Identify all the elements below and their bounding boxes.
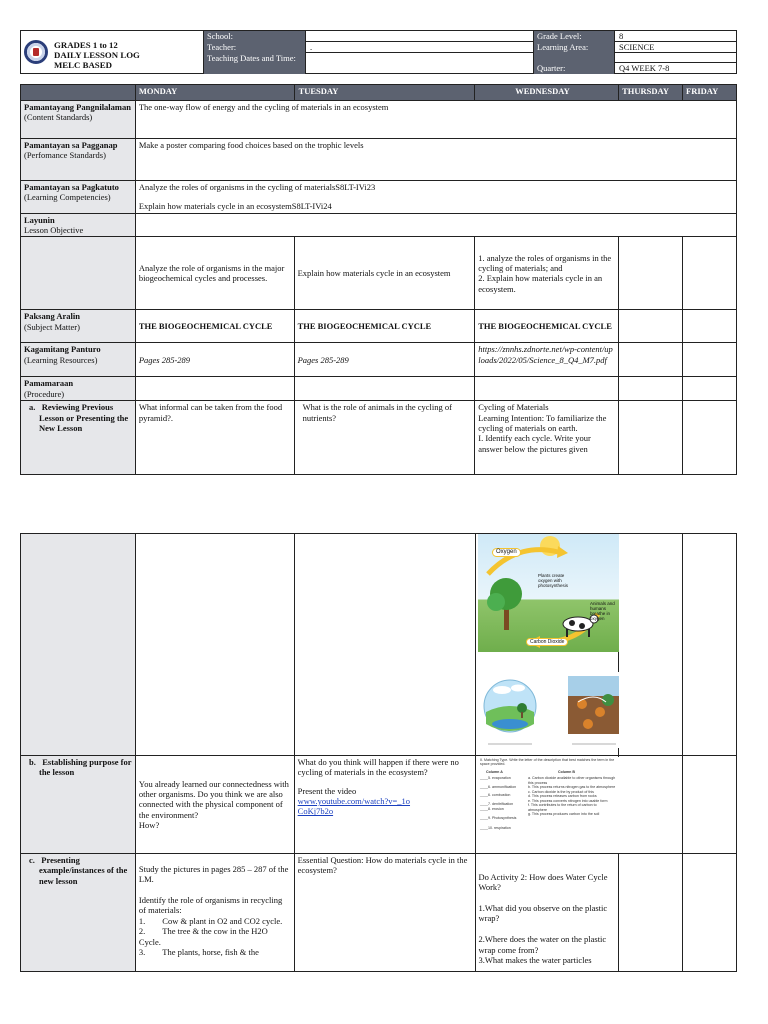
column-b-item: a. Carbon dioxide available to other organisms through this process [528, 776, 616, 785]
school-value [305, 31, 534, 42]
reviewing-monday: What informal can be taken from the food pyramid?. [135, 401, 294, 475]
teacher-label: Teacher: [204, 42, 305, 53]
procedure-blank [619, 377, 683, 401]
objective-label-blank [21, 237, 136, 310]
row-label-bold: Paksang Aralin [24, 311, 80, 322]
day-tuesday: TUESDAY [294, 85, 475, 101]
weekday-header-row [21, 85, 737, 101]
presenting-cell-blank [619, 854, 683, 972]
content-standards-text: The one-way flow of energy and the cycling of materials in an ecosystem [135, 101, 736, 139]
presenting-row [21, 854, 737, 972]
header-title [54, 40, 140, 70]
grade-level-label: Grade Level: [534, 31, 614, 42]
oxygen-cycle-illustration [478, 534, 619, 652]
resources-tuesday: Pages 285-289 [294, 343, 475, 377]
lesson-log-table-bottom [20, 533, 737, 972]
subject-tuesday: THE BIOGEOCHEMICAL CYCLE [294, 310, 475, 343]
learning-area-label: Learning Area: [534, 42, 614, 53]
column-a-item: ____10. respiration [480, 826, 511, 831]
header-title-line: DAILY LESSON LOG [54, 50, 140, 61]
subject-monday: THE BIOGEOCHEMICAL CYCLE [135, 310, 294, 343]
day-wednesday: WEDNESDAY [475, 85, 619, 101]
row-label-bold: Pamamaraan [24, 378, 74, 389]
reviewing-cell-blank [619, 401, 683, 475]
learning-resources-label [21, 343, 136, 377]
objective-cell-blank [619, 237, 683, 310]
column-a-item: ____6. ammonification [480, 784, 517, 789]
header-info-middle [204, 30, 534, 74]
continued-cell-blank [619, 534, 683, 756]
subject-friday [683, 310, 737, 343]
reviewing-label: a. Reviewing Previous Lesson or Presenting the New Lesson [21, 401, 136, 475]
teacher-value: . [305, 42, 534, 53]
day-friday: FRIDAY [683, 85, 737, 101]
establishing-friday [683, 756, 737, 854]
learning-area-value: SCIENCE [614, 42, 737, 53]
reviewing-row [21, 401, 737, 475]
learning-competencies-text [135, 181, 736, 214]
row-label-sub: Lesson Objective [24, 225, 84, 236]
performance-standards-text: Make a poster comparing food choices based on the trophic levels [135, 139, 736, 181]
objective-friday [683, 237, 737, 310]
column-b-item: b. This process returns nitrogen gas to the atmosphere [528, 785, 616, 790]
performance-standards-label [21, 139, 136, 181]
plants-note: Plants create oxygen with photosynthesis [538, 573, 569, 588]
row-label-sub: (Subject Matter) [24, 321, 80, 332]
carbon-cycle-illustration [568, 672, 619, 748]
deped-seal-icon [24, 40, 48, 64]
presenting-friday [683, 854, 737, 972]
row-label-sub: (Learning Competencies) [24, 192, 111, 203]
performance-standards-row [21, 139, 737, 181]
row-label-bold: Kagamitang Panturo [24, 344, 101, 355]
reviewing-friday [683, 401, 737, 475]
establishing-monday: You already learned our connectedness with other organisms. Do you think we are also connected with the physical component of the environment? How? [135, 756, 294, 854]
procedure-blank [135, 377, 294, 401]
reviewing-tuesday: What is the role of animals in the cycling of nutrients? [294, 401, 475, 475]
column-b-item: g. This process produces carbon into the soil [528, 812, 600, 817]
procedure-row [21, 377, 737, 401]
animals-note: Animals and humans breathe in oxygen [590, 601, 615, 621]
establishing-row [21, 756, 737, 854]
resources-thursday: https://znnhs.zdnorte.net/wp-content/uploads/2022/05/Science_8_Q4_M7.pdf [475, 343, 619, 377]
oxygen-label: Oxygen [492, 548, 521, 557]
objective-header-row [21, 213, 737, 237]
objective-header-blank [135, 213, 736, 237]
objective-row [21, 237, 737, 310]
subject-thursday: THE BIOGEOCHEMICAL CYCLE [475, 310, 619, 343]
establishing-tuesday [294, 756, 475, 854]
matching-column-b [528, 770, 616, 831]
water-cycle-icon [482, 672, 540, 748]
competency-line: Analyze the roles of organisms in the cycling of materialsS8LT-IVi23 [138, 182, 376, 192]
objective-tuesday: Explain how materials cycle in an ecosystem [294, 237, 475, 310]
row-label-bold: Pamantayan sa Pagganap [24, 140, 118, 150]
row-label-bold: Pamantayan sa Pagkatuto [24, 182, 119, 192]
matching-column-a [480, 770, 528, 831]
column-a-item: ____7. denitrification [480, 801, 514, 806]
column-a-item: ____6. combustion [480, 793, 511, 798]
column-a-item: ____5. evaporation [480, 776, 511, 781]
video-link[interactable]: www.youtube.com/watch?v=_1oCoKj7b2o [297, 796, 411, 817]
content-standards-row [21, 101, 737, 139]
dates-label: Teaching Dates and Time: [204, 53, 305, 74]
grade-level-value: 8 [614, 31, 737, 42]
learning-competencies-label [21, 181, 136, 214]
procedure-blank [475, 377, 619, 401]
quarter-label: Quarter: [534, 63, 614, 74]
column-a-heading: Column A [486, 769, 503, 774]
column-b-item: d. This process releases carbon from rocks [528, 794, 597, 799]
column-a-item: ____8. erosion [480, 807, 504, 812]
header-title-line: GRADES 1 to 12 [54, 40, 118, 50]
column-b-item: f. This contributes to the return of carbon to atmosphere [528, 803, 597, 812]
column-b-heading: Column B [558, 769, 575, 774]
quarter-value: Q4 WEEK 7-8 [614, 63, 737, 74]
objective-label [21, 213, 136, 237]
column-a-item: ____9. Photosynthesis [480, 815, 517, 820]
presenting-thursday: Do Activity 2: How does Water Cycle Work? 1.What did you observe on the plastic wrap? 2.Where does the water on the plastic wrap come from? 3.What makes the water particles [475, 854, 619, 972]
row-label-sub: (Content Standards) [24, 112, 93, 123]
matching-title: II. Matching Type. Write the letter of the description that best matches the term in the space provided. [480, 758, 615, 767]
establishing-label: b. Establishing purpose for the lesson [21, 756, 136, 854]
reviewing-thursday: Cycling of Materials Learning Intention: To familiarize the cycling of materials on earth. I. Identify each cycle. Write your answer below the pictures given [475, 401, 619, 475]
procedure-blank [683, 377, 737, 401]
present-video-text: Present the video [297, 785, 357, 796]
continued-tuesday-blank [294, 534, 475, 756]
learning-resources-row [21, 343, 737, 377]
continued-friday-blank [683, 534, 737, 756]
row-label-sub: (Learning Resources) [24, 354, 98, 365]
co2-label: Carbon Dioxide [526, 638, 568, 646]
procedure-blank [294, 377, 475, 401]
procedure-label [21, 377, 136, 401]
subject-matter-label [21, 310, 136, 343]
column-b-item: c. Carbon dioxide is the by product of this [528, 789, 594, 794]
continued-monday-blank [135, 534, 294, 756]
school-label: School: [204, 31, 305, 42]
lesson-log-table-top [20, 84, 737, 475]
establishing-question: What do you think will happen if there were no cycling of materials in the ecosystem? [297, 757, 459, 778]
carbon-cycle-icon [568, 672, 619, 748]
resources-monday: Pages 285-289 [135, 343, 294, 377]
subject-matter-row [21, 310, 737, 343]
row-label-sub: (Perfomance Standards) [24, 150, 106, 161]
continued-figure-row [21, 534, 737, 756]
row-label-bold: Pamantayang Pangnilalaman [24, 102, 131, 112]
row-label-bold: Layunin [24, 214, 55, 225]
dates-value [305, 53, 534, 74]
header-title-box [20, 30, 204, 74]
header-info-right [534, 30, 737, 74]
row-label-sub: (Procedure) [24, 388, 65, 399]
content-standards-label [21, 101, 136, 139]
subject-cell-blank [619, 310, 683, 343]
day-monday: MONDAY [135, 85, 294, 101]
continued-label-blank [21, 534, 136, 756]
weekday-header-blank [21, 85, 136, 101]
quarter-spacer [534, 53, 614, 63]
establishing-cell-blank [619, 756, 683, 854]
presenting-label: c. Presenting example/instances of the new lesson [21, 854, 136, 972]
quarter-spacer-value [614, 53, 737, 63]
header-title-line: MELC BASED [54, 60, 112, 71]
resources-cell-blank [619, 343, 683, 377]
presenting-monday: Study the pictures in pages 285 – 287 of the LM. Identify the role of organisms in recycling of materials: 1. Cow & plant in O2 and CO2 cycle. 2. The tree & the cow in the H2O Cycle. 3. The plants, horse, fish & the [135, 854, 294, 972]
column-b-item: e. This process converts nitrogen into usable form [528, 798, 608, 803]
competency-line: Explain how materials cycle in an ecosystemS8LT-IVi24 [138, 201, 332, 212]
water-cycle-illustration [482, 672, 540, 748]
objective-thursday: 1. analyze the roles of organisms in the cycling of materials; and 2. Explain how materials cycle in an ecosystem. [475, 237, 619, 310]
learning-competencies-row [21, 181, 737, 214]
resources-friday [683, 343, 737, 377]
presenting-tuesday: Essential Question: How do materials cycle in the ecosystem? [294, 854, 475, 972]
day-thursday: THURSDAY [619, 85, 683, 101]
objective-monday: Analyze the role of organisms in the major biogeochemical cycles and processes. [135, 237, 294, 310]
matching-type-worksheet [478, 757, 619, 853]
